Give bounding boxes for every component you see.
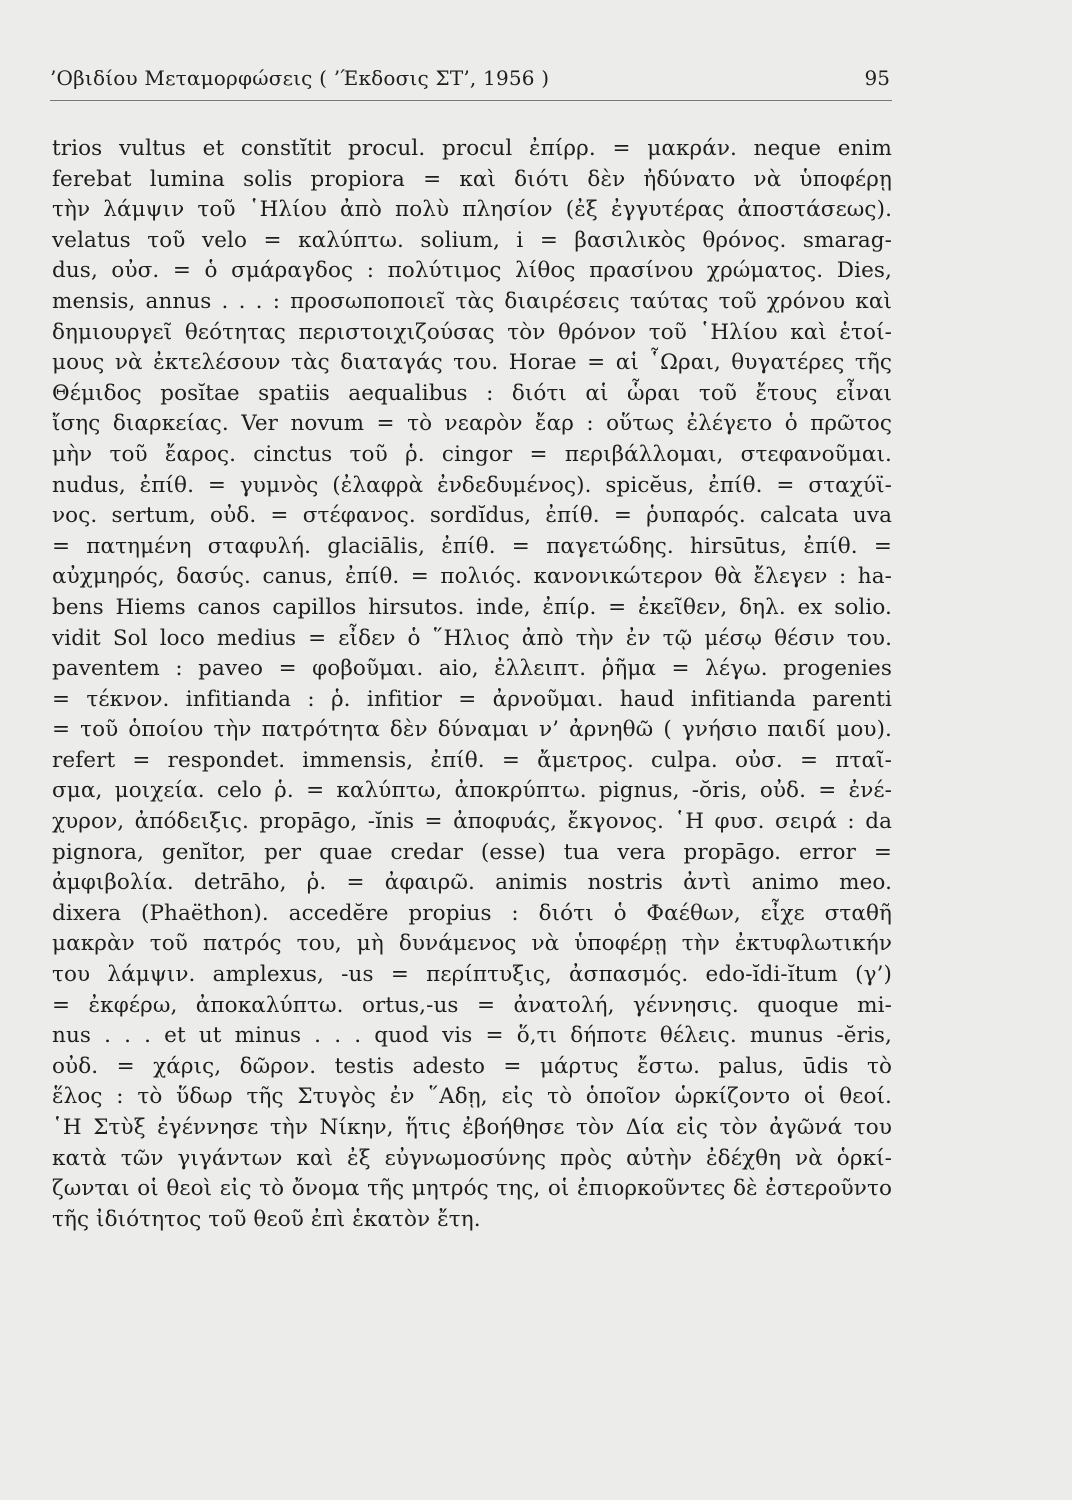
text-line: ῾Η Στὺξ ἐγέννησε τὴν Νίκην, ἥτις ἐβοήθησε τὸν Δία εἰς τὸν ἀγῶνά του [52, 1115, 892, 1140]
text-line: τὴν λάμψιν τοῦ ῾Ηλίου ἀπὸ πολὺ πλησίον (ἐξ ἐγγυτέρας ἀποστάσεως). [52, 197, 892, 223]
text-line: mensis, annus . . . : προσωποποιεῖ τὰς διαιρέσεις ταύτας τοῦ χρόνου καὶ [52, 288, 892, 314]
text-line: nudus, ἐπίθ. = γυμνὸς (ἐλαφρὰ ἐνδεδυμένος). spicĕus, ἐπίθ. = σταχύϊ- [52, 472, 892, 498]
text-line: vidit Sol loco medius = εἶδεν ὁ ῞Ηλιος ἀπὸ τὴν ἐν τῷ μέσῳ θέσιν του. [52, 625, 892, 651]
text-line: = τοῦ ὁποίου τὴν πατρότητα δὲν δύναμαι ν’ ἀρνηθῶ ( γνήσιο παιδί μου). [52, 717, 892, 743]
text-line: = πατημένη σταφυλή. glaciālis, ἐπίθ. = παγετώδης. hirsūtus, ἐπίθ. = [52, 533, 892, 559]
header-rule [50, 100, 892, 101]
text-line: ἀμφιβολία. detrāho, ῥ. = ἀφαιρῶ. animis nostris ἀντὶ animo meo. [52, 870, 892, 896]
text-line: ἴσης διαρκείας. Ver novum = τὸ νεαρὸν ἔαρ : οὕτως ἐλέγετο ὁ πρῶτος [52, 411, 892, 437]
text-line: bens Hiems canos capillos hirsutos. inde, ἐπίρ. = ἐκεῖθεν, δηλ. ex solio. [52, 594, 892, 620]
text-line: ἕλος : τὸ ὕδωρ τῆς Στυγὸς ἐν ῞Αδῃ, εἰς τὸ ὁποῖον ὡρκίζοντο οἱ θεοί. [52, 1084, 892, 1110]
text-line: του λάμψιν. amplexus, -us = περίπτυξις, ἀσπασμός. edo-ĭdi-ĭtum (γ’) [52, 962, 892, 988]
text-line: Θέμιδος posĭtae spatiis aequalibus : διότι αἱ ὧραι τοῦ ἔτους εἶναι [52, 380, 892, 406]
text-line: κατὰ τῶν γιγάντων καὶ ἐξ εὐγνωμοσύνης πρὸς αὐτὴν ἐδέχθη νὰ ὁρκί- [52, 1145, 892, 1171]
text-line: velatus τοῦ velo = καλύπτω. solium, i = βασιλικὸς θρόνος. smarag- [52, 227, 892, 253]
text-line: νος. sertum, οὐδ. = στέφανος. sordĭdus, ἐπίθ. = ῥυπαρός. calcata uva [52, 503, 892, 529]
text-line: οὐδ. = χάρις, δῶρον. testis adesto = μάρτυς ἔστω. palus, ūdis τὸ [52, 1053, 892, 1079]
text-line: χυρον, ἀπόδειξις. propāgo, -ĭnis = ἀποφυάς, ἔκγονος. ῾Η φυσ. σειρά : da [52, 809, 892, 835]
running-header [50, 62, 890, 96]
text-line: nus . . . et ut minus . . . quod vis = ὅ,τι δήποτε θέλεις. munus -ĕris, [52, 1023, 892, 1049]
text-line: δημιουργεῖ θεότητας περιστοιχιζούσας τὸν θρόνον τοῦ ῾Ηλίου καὶ ἑτοί- [52, 319, 892, 345]
text-line: μὴν τοῦ ἔαρος. cinctus τοῦ ῥ. cingor = περιβάλλομαι, στεφανοῦμαι. [52, 441, 892, 467]
body-text [52, 134, 892, 1235]
text-line: pignora, genĭtor, per quae credar (esse) tua vera propāgo. error = [52, 839, 892, 865]
page-number: 95 [864, 66, 890, 90]
text-line: refert = respondet. immensis, ἐπίθ. = ἄμετρος. culpa. οὐσ. = πταῖ- [52, 747, 892, 773]
text-line: dixera (Phaëthon). accedĕre propius : διότι ὁ Φαέθων, εἶχε σταθῆ [52, 900, 892, 926]
text-line: μους νὰ ἐκτελέσουν τὰς διαταγάς του. Horae = αἱ ῟Ωραι, θυγατέρες τῆς [52, 350, 892, 376]
text-line: = ἐκφέρω, ἀποκαλύπτω. ortus,-us = ἀνατολή, γέννησις. quoque mi- [52, 992, 892, 1018]
running-title: ’Οβιδίου Μεταμορφώσεις ( ’Έκδοσις ΣΤ’, 1956 ) [50, 66, 550, 90]
text-line: σμα, μοιχεία. celo ῥ. = καλύπτω, ἀποκρύπτω. pignus, -ŏris, οὐδ. = ἐνέ- [52, 778, 892, 804]
text-line: αὐχμηρός, δασύς. canus, ἐπίθ. = πολιός. κανονικώτερον θὰ ἔλεγεν : ha- [52, 564, 892, 590]
text-line: ζωνται οἱ θεοὶ εἰς τὸ ὄνομα τῆς μητρός της, οἱ ἐπιορκοῦντες δὲ ἐστεροῦντο [52, 1176, 892, 1202]
text-line: = τέκνον. infitianda : ῥ. infitior = ἀρνοῦμαι. haud infitianda parenti [52, 686, 892, 712]
text-line: paventem : paveo = φοβοῦμαι. aio, ἐλλειπτ. ῥῆμα = λέγω. progenies [52, 656, 892, 682]
text-line: μακρὰν τοῦ πατρός του, μὴ δυνάμενος νὰ ὑποφέρῃ τὴν ἐκτυφλωτικήν [52, 931, 892, 957]
text-line: dus, οὐσ. = ὁ σμάραγδος : πολύτιμος λίθος πρασίνου χρώματος. Dies, [52, 258, 892, 284]
text-line: τῆς ἰδιότητος τοῦ θεοῦ ἐπὶ ἑκατὸν ἔτη. [52, 1206, 481, 1232]
text-line: ferebat lumina solis propiora = καὶ διότι δὲν ἠδύνατο νὰ ὑποφέρῃ [52, 166, 892, 192]
text-line: trios vultus et constĭtit procul. procul ἐπίρρ. = μακράν. neque enim [52, 136, 892, 161]
